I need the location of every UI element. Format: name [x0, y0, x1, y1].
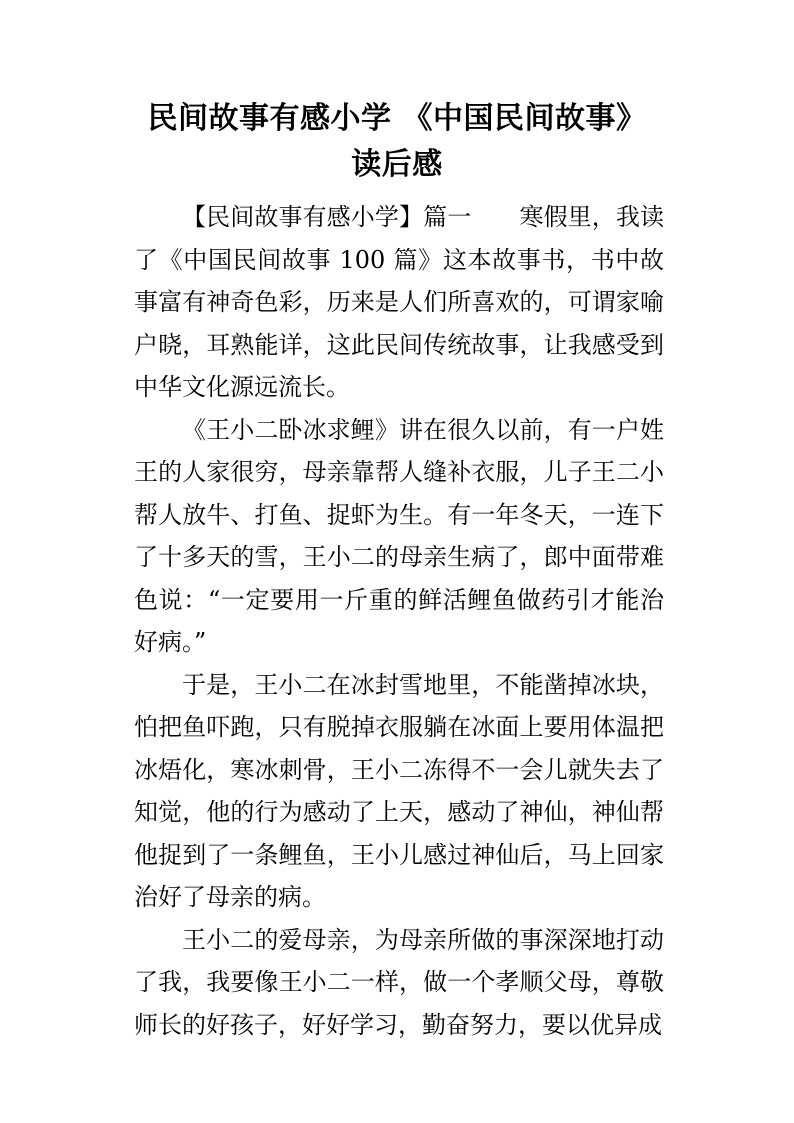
title-line-1: 民间故事有感小学 《中国民间故事》 — [147, 101, 647, 136]
title-line-2: 读后感 — [351, 147, 443, 182]
paragraph-3: 于是，王小二在冰封雪地里，不能凿掉冰块，怕把鱼吓跑，只有脱掉衣服躺在冰面上要用体温把冰焐化，寒冰刺骨，王小二冻得不一会儿就失去了知觉，他的行为感动了上天，感动了神仙，神仙帮他捉到了一条鲤鱼，王小儿感过神仙后，马上回家治好了母亲的病。 — [134, 670, 664, 911]
document-title — [110, 96, 684, 188]
document-body — [134, 196, 664, 1046]
paragraph-1 — [134, 196, 664, 409]
paragraph-2: 《王小二卧冰求鲤》讲在很久以前，有一户姓王的人家很穷，母亲靠帮人缝补衣服，儿子王二小帮人放牛、打鱼、捉虾为生。有一年冬天，一连下了十多天的雪，王小二的母亲生病了，郎中面带难色说：“一定要用一斤重的鲜活鲤鱼做药引才能治好病。” — [134, 415, 664, 656]
paragraph-1-text: 寒假里，我读了《中国民间故事 100 篇》这本故事书，书中故事富有神奇色彩，历来是人们所喜欢的，可谓家喻户晓，耳熟能详，这此民间传统故事，让我感受到中华文化源远流长。 — [134, 203, 665, 401]
section-heading: 【民间故事有感小学】篇一 — [182, 203, 472, 231]
paragraph-4: 王小二的爱母亲，为母亲所做的事深深地打动了我，我要像王小二一样，做一个孝顺父母，尊敬师长的好孩子，好好学习，勤奋努力，要以优异成 — [134, 925, 664, 1039]
